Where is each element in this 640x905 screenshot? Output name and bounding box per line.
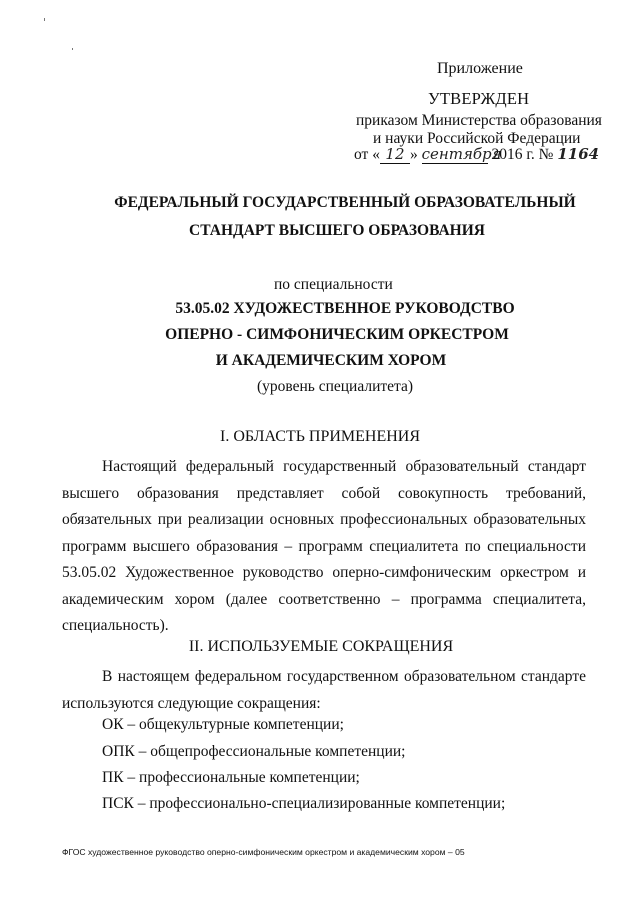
section-1-paragraph: Настоящий федеральный государственный образовательный стандарт высшего образования представляет собой совокупность требований, обязательных при реализации основных профессиональных образовательных программ высшего образования – программ специалитета по специальности 53.05.02 Художественное руководство оперно-симфоническим оркестром и академическим хором (далее соответственно – программа специалитета, специальность). [62, 458, 586, 634]
specialty-by-label: по специальности [274, 276, 393, 293]
abbreviation-item: ПК – профессиональные компетенции; [102, 769, 360, 786]
order-line-1: приказом Министерства образования [356, 112, 602, 129]
specialty-line-2: ОПЕРНО - СИМФОНИЧЕСКИМ ОРКЕСТРОМ [165, 326, 509, 343]
date-prefix: от « [354, 146, 380, 163]
approved-label: УТВЕРЖДЕН [428, 89, 530, 108]
specialty-line-3: И АКАДЕМИЧЕСКИМ ХОРОМ [215, 352, 447, 369]
page-footer: ФГОС художественное руководство оперно-симфоническим оркестром и академическим хором – 05 [62, 847, 465, 857]
section-2-heading: II. ИСПОЛЬЗУЕМЫЕ СОКРАЩЕНИЯ [188, 638, 454, 655]
handwritten-order-number: 1164 [557, 145, 600, 163]
handwritten-month: сентября [421, 145, 502, 163]
date-year: 2016 г. № [491, 146, 554, 163]
date-mid: » [409, 146, 418, 163]
abbreviation-item: ПСК – профессионально-специализированные компетенции; [102, 795, 506, 812]
standard-title-line-2: СТАНДАРТ ВЫСШЕГО ОБРАЗОВАНИЯ [189, 222, 485, 239]
abbreviation-item: ОПК – общепрофессиональные компетенции; [102, 743, 406, 760]
standard-title-line-1: ФЕДЕРАЛЬНЫЙ ГОСУДАРСТВЕННЫЙ ОБРАЗОВАТЕЛЬНЫЙ [114, 194, 576, 211]
specialty-level: (уровень специалитета) [256, 378, 414, 395]
section-1-heading: I. ОБЛАСТЬ ПРИМЕНЕНИЯ [219, 428, 421, 445]
abbreviation-item: ОК – общекультурные компетенции; [102, 716, 344, 733]
scan-speck [44, 18, 45, 21]
appendix-label: Приложение [437, 60, 523, 77]
scan-speck [72, 48, 73, 50]
order-line-2: и науки Российской Федерации [373, 130, 581, 147]
order-date-line [354, 145, 600, 164]
section-2-intro: В настоящем федеральном государственном образовательном стандарте используются следующие сокращения: [62, 668, 586, 712]
handwritten-day: 12 [380, 145, 410, 164]
specialty-line-1: 53.05.02 ХУДОЖЕСТВЕННОЕ РУКОВОДСТВО [175, 300, 515, 317]
